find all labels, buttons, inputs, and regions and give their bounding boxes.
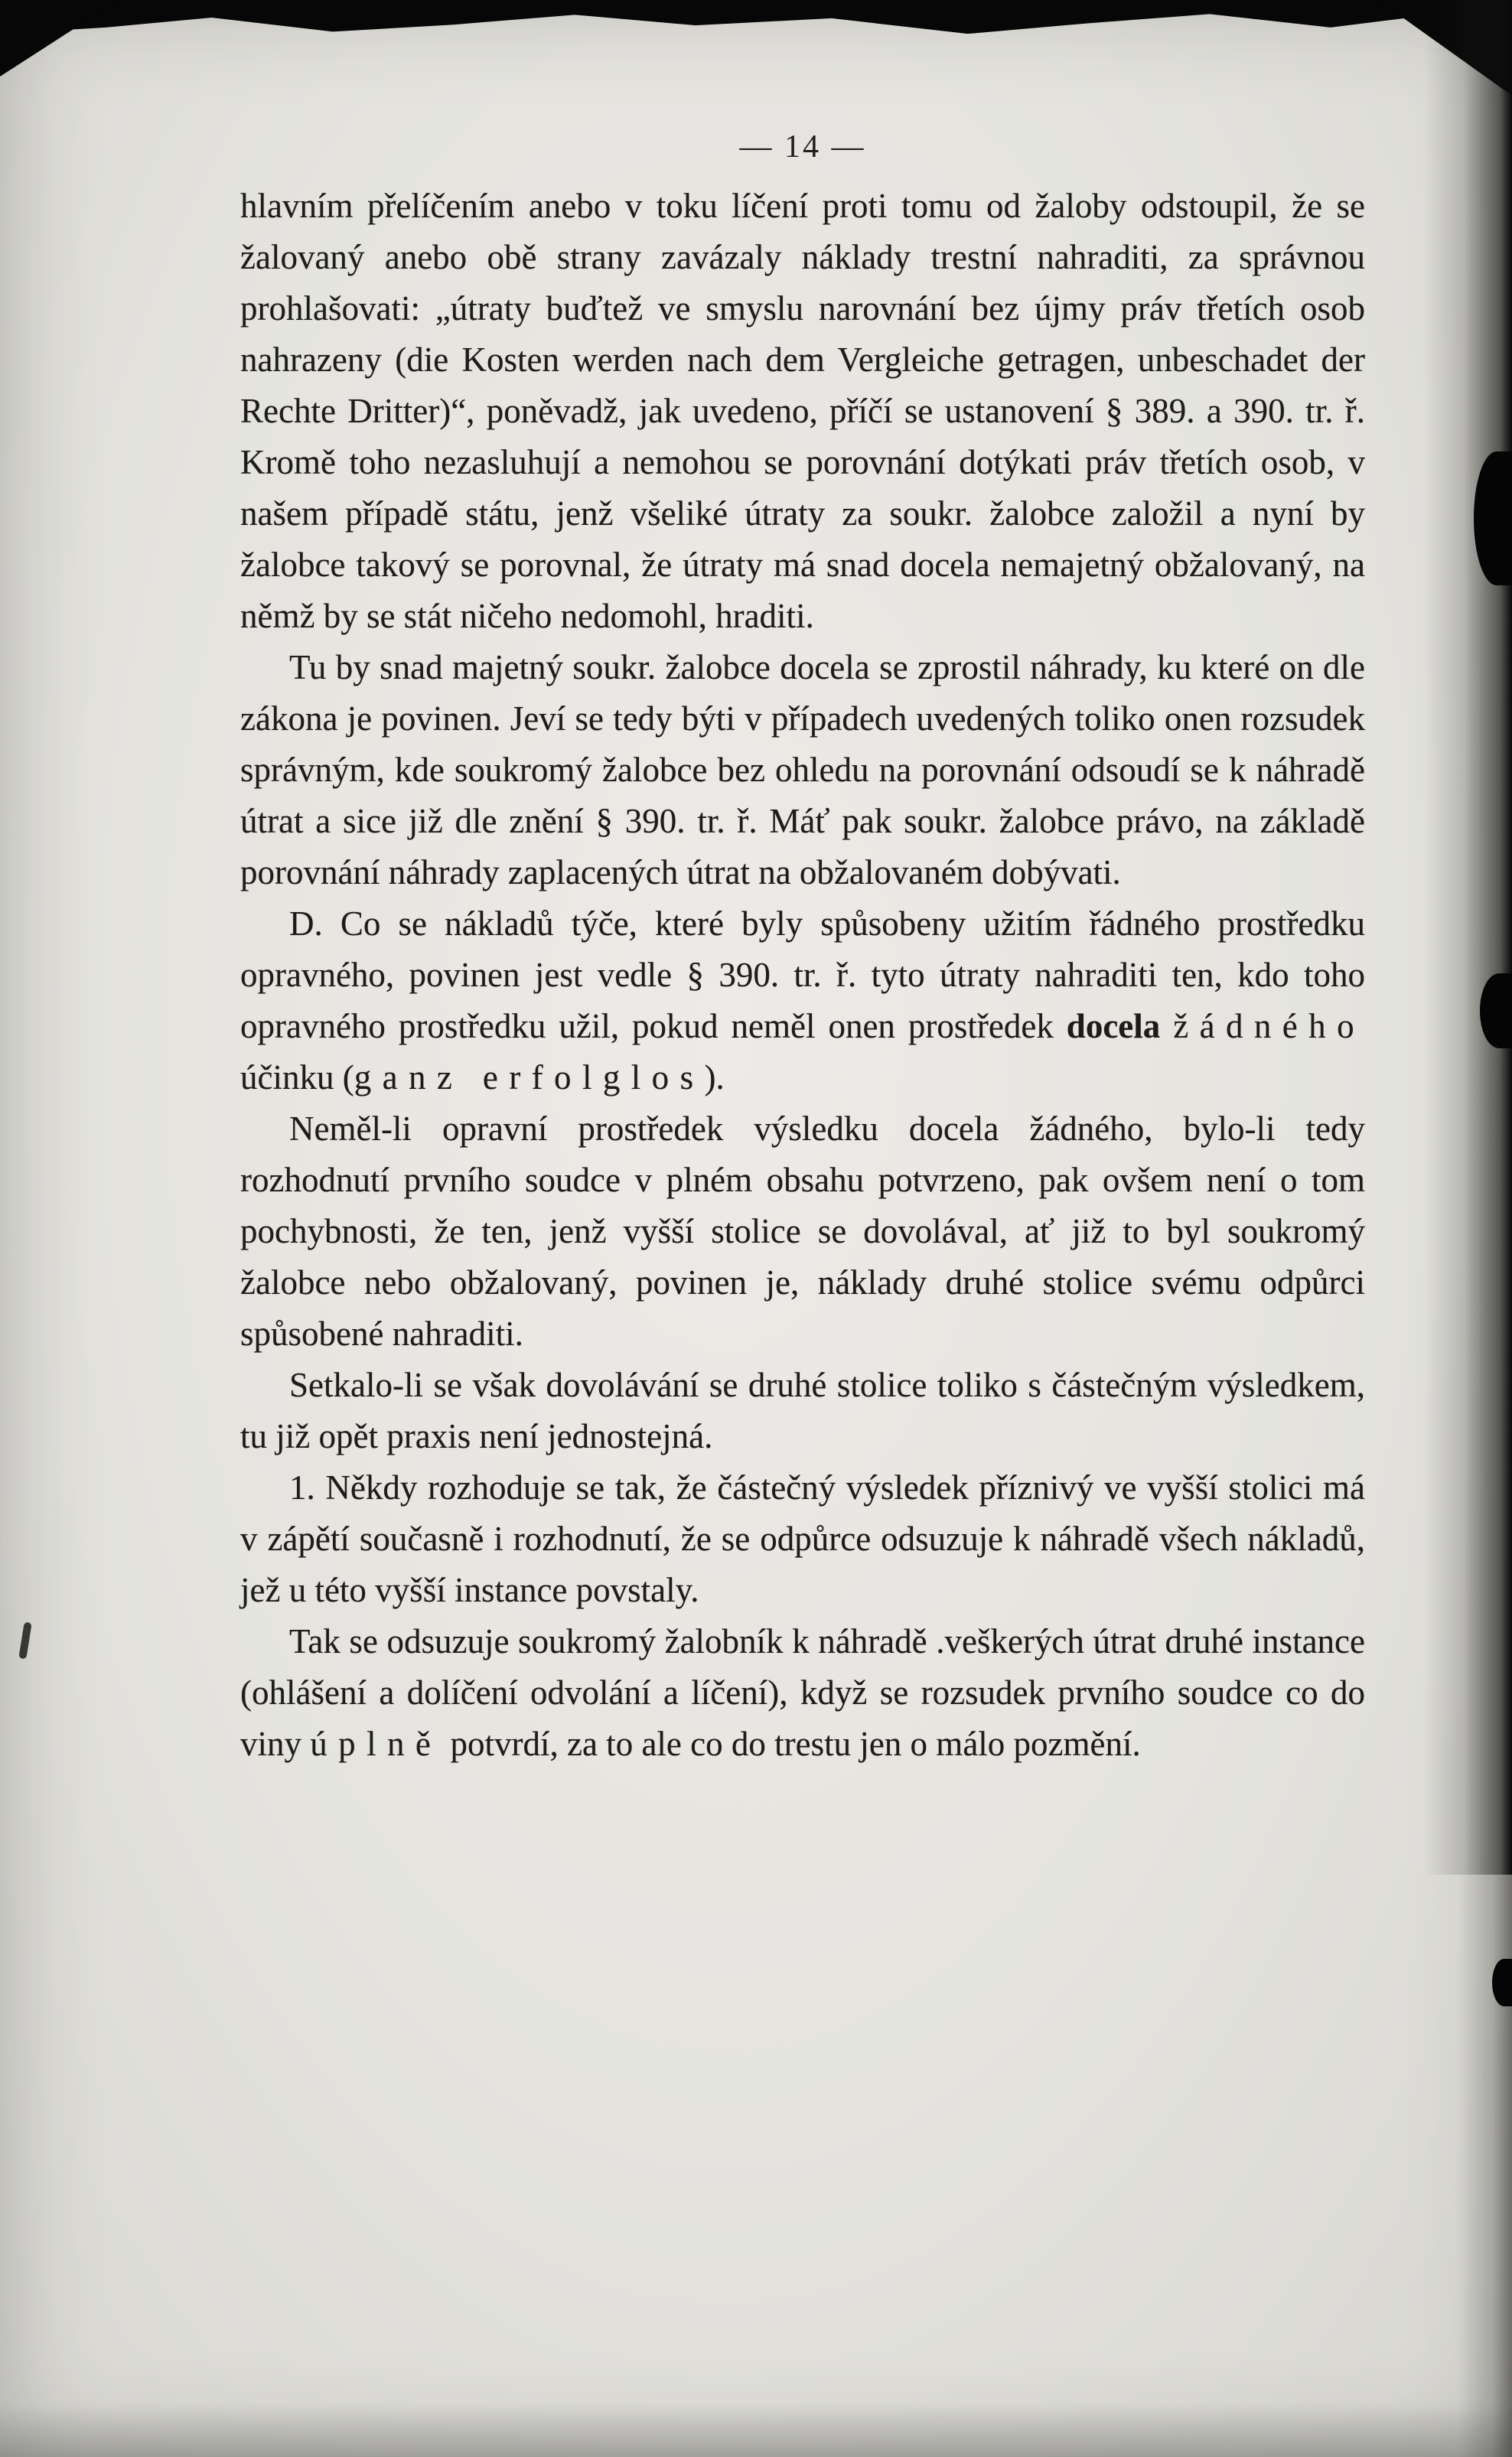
scan-artifact-bottom-shade (0, 2403, 1512, 2457)
scan-artifact-ink-blob (1480, 973, 1512, 1048)
paragraph-4: Neměl-li opravní prostředek výsledku docela žádného, bylo-li tedy rozhodnutí prvního soudce v plném obsahu potvrzeno, pak ovšem není o tom pochybnosti, že ten, jenž vyšší stolice se dovolával, ať již to byl soukromý žalobce nebo obžalovaný, povinen je, náklady druhé stolice svému odpůrci spůsobené nahraditi. (240, 1110, 1365, 1353)
paragraph-3-text: účinku ( (240, 1058, 354, 1097)
paragraph-7-text: potvrdí, za to ale co do trestu jen o málo pozmění. (442, 1725, 1141, 1763)
paragraph-3-text: D. Co se nákladů týče, které byly spůsobeny užitím řádného prostředku opravného, povinen jest vedle § 390. tr. ř. tyto útraty nahraditi ten, kdo toho opravného prostředku užil, pokud neměl onen prostředek (240, 904, 1365, 1045)
bold-word-docela: docela (1066, 1007, 1161, 1045)
spaced-word-zadneho: žádného (1173, 1007, 1365, 1045)
paragraph-6: 1. Někdy rozhoduje se tak, že částečný výsledek příznivý ve vyšší stolici má v zápětí současně i rozhodnutí, že se odpůrce odsuzuje k náhradě všech nákladů, jež u této vyšší instance povstaly. (240, 1468, 1365, 1609)
paragraph-2: Tu by snad majetný soukr. žalobce docela se zprostil náhrady, ku které on dle zákona je povinen. Jeví se tedy býti v případech uvedených toliko onen rozsudek správným, kde soukromý žalobce bez ohledu na porovnání odsoudí se k náhradě útrat a sice již dle znění § 390. tr. ř. Máť pak soukr. žalobce právo, na základě porovnání náhrady zaplacených útrat na obžalovaném dobývati. (240, 648, 1365, 891)
paragraph-3-text (1160, 1007, 1173, 1045)
spaced-word-uplne: úplně (310, 1725, 442, 1763)
spaced-phrase-ganz-erfolglos: ganz erfolglos (354, 1058, 705, 1097)
scan-artifact-right-edge (1424, 0, 1512, 1875)
paragraph-5: Setkalo-li se však dovolávání se druhé stolice toliko s částečným výsledkem, tu již opět praxis není jednostejná. (240, 1366, 1365, 1455)
scan-artifact-ink-blob (1492, 1959, 1512, 2006)
paragraph-1: hlavním přelíčením anebo v toku líčení proti tomu od žaloby odstoupil, že se žalovaný anebo obě strany zavázaly náklady trestní nahraditi, za správnou prohlašovati: „útraty buďtež ve smyslu narovnání bez újmy práv třetích osob nahrazeny (die Kosten werden nach dem Vergleiche getragen, unbeschadet der Rechte Dritter)“, poněvadž, jak uvedeno, příčí se ustanovení § 389. a 390. tr. ř. Kromě toho nezasluhují a nemohou se porovnání dotýkati práv třetích osob, v našem případě státu, jenž všeliké útraty za soukr. žalobce založil a nyní by žalobce takový se porovnal, že útraty má snad docela nemajetný obžalovaný, na němž by se stát ničeho nedomohl, hraditi. (240, 187, 1365, 635)
paragraph-3 (240, 898, 1365, 1103)
paragraph-3-text: ). (704, 1058, 725, 1097)
paragraph-7-text: Tak se odsuzuje soukromý žalobník k náhradě .veškerých útrat druhé instance (ohlášení a dolíčení odvolání a líčení), když se rozsudek prvního soudce co do viny (240, 1622, 1365, 1763)
text-block (240, 181, 1365, 1770)
page-number: — 14 — (739, 129, 866, 165)
paragraph-7 (240, 1616, 1365, 1770)
